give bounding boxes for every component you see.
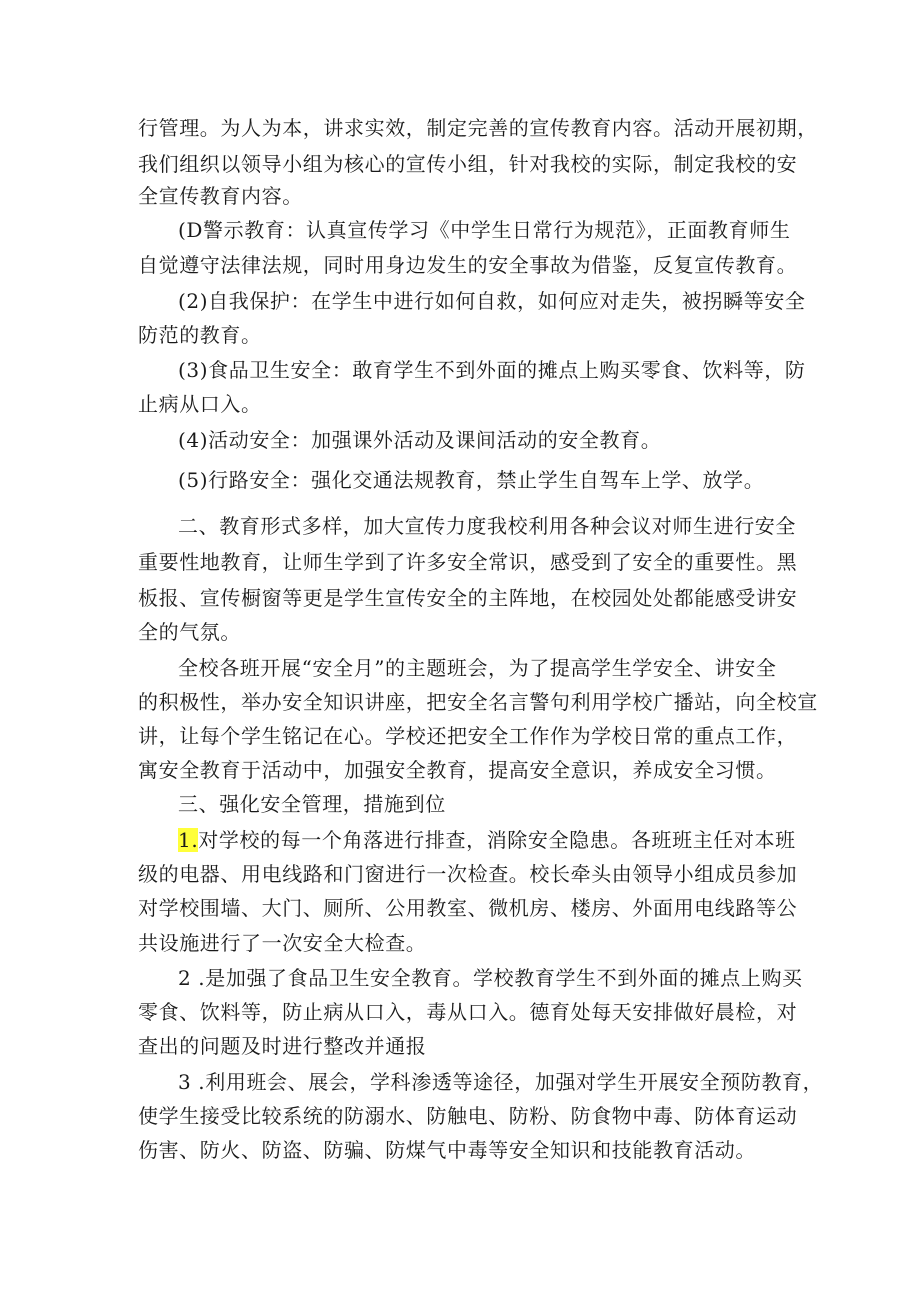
paragraph-line: 全宣传教育内容。 (138, 184, 303, 208)
paragraph-line-text: 对学校的每一个角落进行排查，消除安全隐患。各班班主任对本班 (198, 828, 796, 852)
paragraph-line: 止病从口入。 (138, 392, 262, 416)
paragraph-line: 行管理。为人为本，讲求实效，制定完善的宣传教育内容。活动开展初期， (138, 116, 818, 140)
paragraph-line: 级的电器、用电线路和门窗进行一次检查。校长牵头由领导小组成员参加 (138, 862, 798, 886)
paragraph-line: 全校各班开展“安全月”的主题班会，为了提高学生学安全、讲安全 (178, 656, 777, 680)
paragraph-line: (5)行路安全：强化交通法规教育，禁止学生自驾车上学、放学。 (178, 468, 765, 492)
paragraph-line: 使学生接受比较系统的防溺水、防触电、防粉、防食物中毒、防体育运动 (138, 1104, 798, 1128)
paragraph-line: 板报、宣传橱窗等更是学生宣传安全的主阵地，在校园处处都能感受讲安 (138, 586, 798, 610)
paragraph-line: (2)自我保护：在学生中进行如何自救，如何应对走失，被拐瞬等安全 (178, 289, 806, 313)
paragraph-line: 共设施进行了一次安全大检查。 (138, 931, 427, 955)
paragraph-line: 的积极性，举办安全知识讲座，把安全名言警句利用学校广播站，向全校宣 (138, 690, 818, 714)
paragraph-line: 我们组织以领导小组为核心的宣传小组，针对我校的实际，制定我校的安 (138, 152, 798, 176)
paragraph-line: (3)食品卫生安全：敢育学生不到外面的摊点上购买零食、饮料等，防 (178, 358, 806, 382)
paragraph-line: (D警示教育：认真宣传学习《中学生日常行为规范》，正面教育师生 (178, 218, 791, 242)
paragraph-line: 重要性地教育，让师生学到了许多安全常识，感受到了安全的重要性。黑 (138, 550, 798, 574)
paragraph-line: 防范的教育。 (138, 323, 262, 347)
paragraph-line: 自觉遵守法律法规，同时用身边发生的安全事故为借鉴，反复宣传教育。 (138, 253, 798, 277)
numbered-item-line: 3 .利用班会、展会，学科渗透等途径，加强对学生开展安全预防教育， (178, 1070, 824, 1094)
highlighted-item-number: 1. (178, 828, 199, 852)
paragraph-line: 讲，让每个学生铭记在心。学校还把安全工作作为学校日常的重点工作， (138, 724, 798, 748)
paragraph-line: 对学校围墙、大门、厕所、公用教室、微机房、楼房、外面用电线路等公 (138, 896, 798, 920)
paragraph-line: 零食、饮料等，防止病从口入，毒从口入。德育处每天安排做好晨检，对 (138, 1000, 798, 1024)
paragraph-line: 伤害、防火、防盗、防骗、防煤气中毒等安全知识和技能教育活动。 (138, 1138, 756, 1162)
paragraph-line: 全的气氛。 (138, 620, 241, 644)
numbered-item-line (178, 826, 796, 854)
section-heading-line: 二、教育形式多样，加大宣传力度我校利用各种会议对师生进行安全 (178, 514, 796, 538)
paragraph-line: 寓安全教育于活动中，加强安全教育，提高安全意识，养成安全习惯。 (138, 758, 777, 782)
paragraph-line: (4)活动安全：加强课外活动及课间活动的安全教育。 (178, 428, 662, 452)
numbered-item-line: 2 .是加强了食品卫生安全教育。学校教育学生不到外面的摊点上购买 (178, 966, 803, 990)
paragraph-line: 查出的问题及时进行整改并通报 (138, 1034, 427, 1058)
section-heading-line: 三、强化安全管理，措施到位 (178, 792, 446, 816)
